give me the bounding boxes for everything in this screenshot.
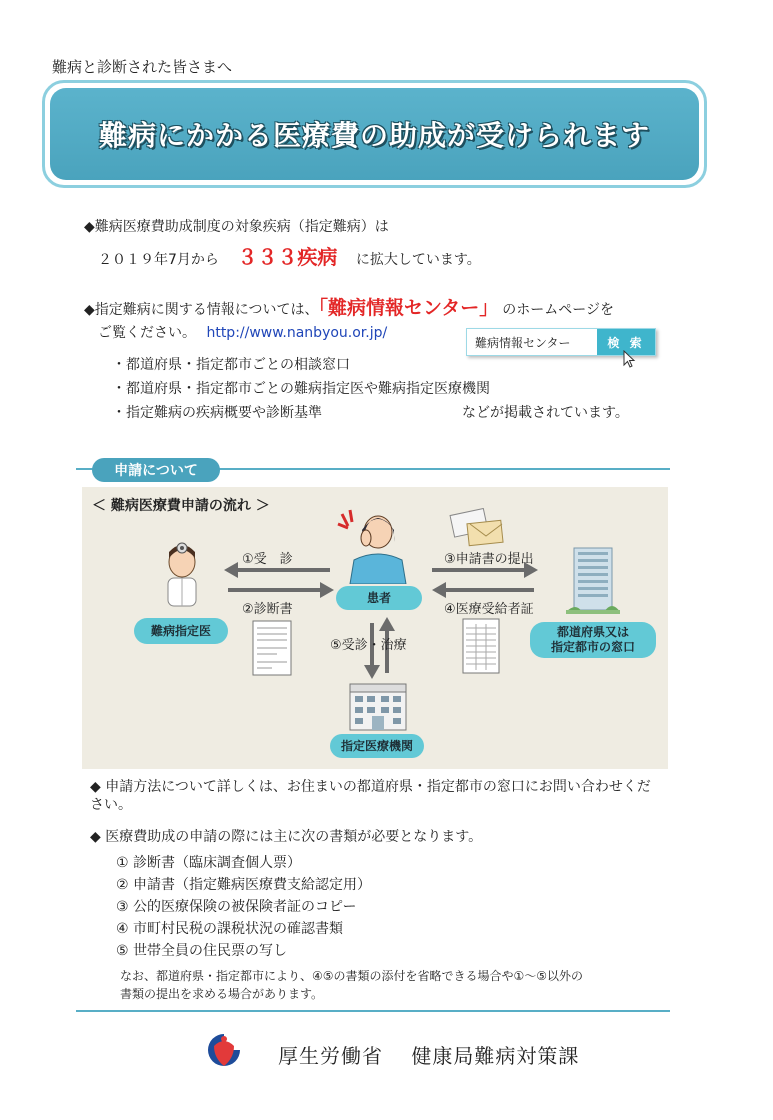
remark-line1: なお、都道府県・指定都市により、④⑤の書類の添付を省略できる場合や①～⑤以外の — [120, 969, 584, 983]
section-heading: 申請について — [92, 458, 220, 482]
search-input[interactable]: 難病情報センター — [475, 336, 571, 350]
info-item-1: ・都道府県・指定都市ごとの相談窓口 — [112, 357, 350, 373]
bullet2-line1 — [84, 296, 614, 321]
page-title: 難病にかかる医療費の助成が受けられます — [98, 119, 650, 152]
info-item-2: ・都道府県・指定都市ごとの難病指定医や難病指定医療機関 — [112, 381, 490, 397]
search-button[interactable]: 検 索 — [597, 329, 655, 355]
document-item-1: ① 診断書（臨床調査個人票） — [116, 855, 302, 871]
document-item-3: ③ 公的医療保険の被保険者証のコピー — [116, 899, 357, 915]
title-banner — [50, 88, 699, 180]
intro-text: 難病と診断された皆さまへ — [52, 58, 233, 76]
step5-label: ⑤受診・治療 — [330, 638, 407, 653]
bullet2-line2 — [98, 324, 387, 342]
bullet1-line2 — [98, 244, 481, 270]
office-label: 都道府県又は 指定都市の窓口 — [530, 622, 656, 658]
step4-label: ④医療受給者証 — [444, 602, 534, 617]
cursor-icon — [622, 350, 638, 370]
document-item-5: ⑤ 世帯全員の住民票の写し — [116, 943, 288, 959]
bullet2-post: のホームページを — [502, 302, 614, 318]
step2-label: ②診断書 — [242, 602, 293, 617]
footer-divider — [76, 1010, 670, 1012]
document-item-2: ② 申請書（指定難病医療費支給認定用） — [116, 877, 371, 893]
disease-count: ３３３疾病 — [237, 245, 338, 269]
bullet2-see: ご覧ください。 — [98, 325, 196, 341]
info-item-3: ・指定難病の疾病概要や診断基準 — [112, 405, 322, 421]
bullet1-tail: に拡大しています。 — [355, 252, 481, 268]
bullet1-line1: ◆難病医療費助成制度の対象疾病（指定難病）は — [84, 219, 389, 235]
footer-ministry: 厚生労働省 健康局難病対策課 — [278, 1044, 580, 1068]
document-item-4: ④ 市町村民税の課税状況の確認書類 — [116, 921, 344, 937]
info-tail: などが掲載されています。 — [462, 405, 629, 421]
patient-label: 患者 — [336, 586, 422, 610]
ministry-logo-icon — [204, 1030, 244, 1070]
hospital-label: 指定医療機関 — [330, 734, 424, 758]
note-application: ◆ 申請方法について詳しくは、お住まいの都道府県・指定都市の窓口にお問い合わせくだ — [90, 779, 651, 795]
note-application-cont: さい。 — [90, 797, 132, 813]
flow-arrows — [82, 487, 668, 769]
flow-title: ＜ 難病医療費申請の流れ ＞ — [92, 498, 270, 514]
doctor-label: 難病指定医 — [134, 618, 228, 644]
bullet2-pre: ◆指定難病に関する情報については、 — [84, 302, 319, 318]
step1-label: ①受 診 — [242, 552, 293, 567]
info-center-name: 「難病情報センター」 — [318, 297, 499, 319]
remark-line2: 書類の提出を求める場合があります。 — [120, 987, 324, 1001]
step3-label: ③申請書の提出 — [444, 552, 534, 567]
nanbyou-link[interactable]: http://www.nanbyou.or.jp/ — [206, 325, 388, 341]
note-documents: ◆ 医療費助成の申請の際には主に次の書類が必要となります。 — [90, 829, 483, 845]
bullet1-date: ２０１９年7月から — [98, 252, 219, 268]
